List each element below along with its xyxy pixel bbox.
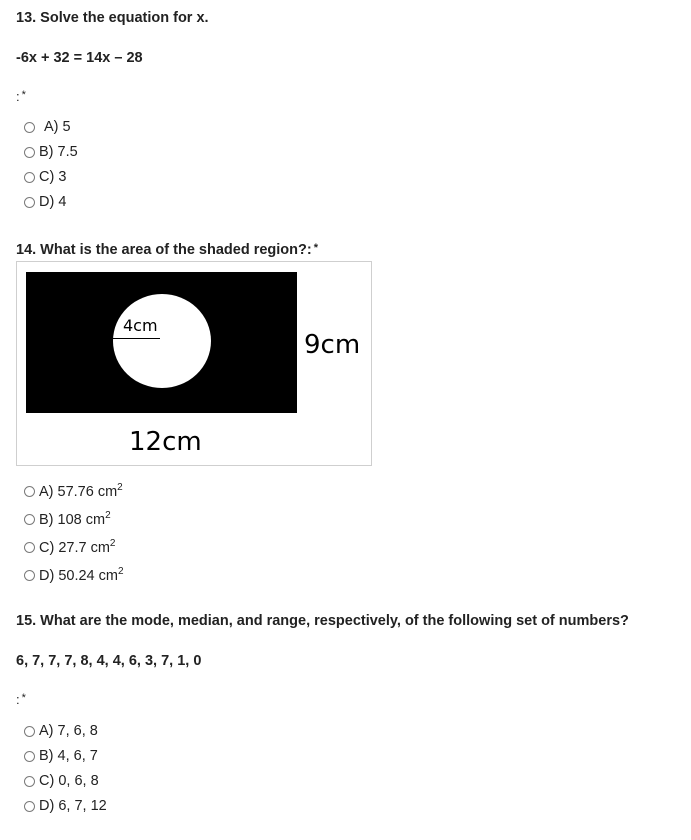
option-label: C) 3	[39, 169, 67, 185]
width-label: 12cm	[129, 427, 202, 457]
q15-options	[24, 721, 107, 816]
superscript: 2	[117, 482, 123, 494]
q14-title-text: 14. What is the area of the shaded region?:	[16, 242, 312, 258]
radius-label: 4cm	[123, 316, 158, 335]
superscript: 2	[117, 566, 124, 578]
radio-button[interactable]	[24, 486, 35, 497]
option-text: A) 57.76 cm	[39, 483, 118, 500]
q15-title: 15. What are the mode, median, and range, respectively, of the following set of numbers?	[16, 613, 629, 629]
q14-option-c[interactable]	[24, 537, 124, 557]
q13-prompt	[16, 89, 26, 104]
q13-title: 13. Solve the equation for x.	[16, 10, 209, 26]
option-label: A) 5	[44, 119, 71, 135]
q13-option-b[interactable]	[24, 142, 78, 162]
option-label	[39, 482, 123, 500]
radio-button[interactable]	[24, 122, 35, 133]
radio-button[interactable]	[24, 542, 35, 553]
radio-button[interactable]	[24, 172, 35, 183]
option-text: B) 108 cm	[39, 511, 106, 528]
option-label	[39, 566, 124, 584]
q15-numbers: 6, 7, 7, 7, 8, 4, 4, 6, 3, 7, 1, 0	[16, 653, 202, 669]
option-text: C) 27.7 cm	[39, 539, 110, 556]
q13-options	[24, 117, 78, 212]
option-label	[39, 510, 111, 528]
q13-option-d[interactable]	[24, 192, 78, 212]
q15-prompt	[16, 692, 26, 707]
q14-option-a[interactable]	[24, 481, 124, 501]
q13-prompt-text: :	[16, 89, 20, 104]
q15-option-b[interactable]	[24, 746, 107, 766]
radio-button[interactable]	[24, 751, 35, 762]
radio-button[interactable]	[24, 726, 35, 737]
superscript: 2	[105, 510, 111, 522]
option-label	[39, 538, 115, 556]
option-label: D) 6, 7, 12	[39, 798, 107, 814]
q13-equation: -6x + 32 = 14x – 28	[16, 50, 143, 66]
radio-button[interactable]	[24, 776, 35, 787]
q15-option-a[interactable]	[24, 721, 107, 741]
option-label: B) 4, 6, 7	[39, 748, 98, 764]
q13-option-a[interactable]	[24, 117, 78, 137]
radius-line	[113, 338, 160, 339]
q14-title	[16, 242, 318, 258]
option-label: A) 7, 6, 8	[39, 723, 98, 739]
q15-option-d[interactable]	[24, 796, 107, 816]
required-marker: *	[21, 89, 26, 101]
radio-button[interactable]	[24, 570, 35, 581]
required-marker: *	[313, 242, 318, 254]
shaded-region-figure	[16, 261, 372, 466]
radio-button[interactable]	[24, 197, 35, 208]
q14-options	[24, 481, 124, 585]
superscript: 2	[109, 538, 116, 550]
unshaded-circle	[113, 294, 211, 388]
height-label: 9cm	[304, 330, 361, 360]
option-label: D) 4	[39, 194, 67, 210]
option-label: B) 7.5	[39, 144, 78, 160]
radio-button[interactable]	[24, 801, 35, 812]
radio-button[interactable]	[24, 514, 35, 525]
q15-prompt-text: :	[16, 692, 20, 707]
radio-button[interactable]	[24, 147, 35, 158]
q14-option-d[interactable]	[24, 565, 124, 585]
q13-option-c[interactable]	[24, 167, 78, 187]
option-text: D) 50.24 cm	[39, 567, 118, 584]
q15-option-c[interactable]	[24, 771, 107, 791]
option-label: C) 0, 6, 8	[39, 773, 99, 789]
q14-option-b[interactable]	[24, 509, 124, 529]
required-marker: *	[21, 692, 26, 704]
